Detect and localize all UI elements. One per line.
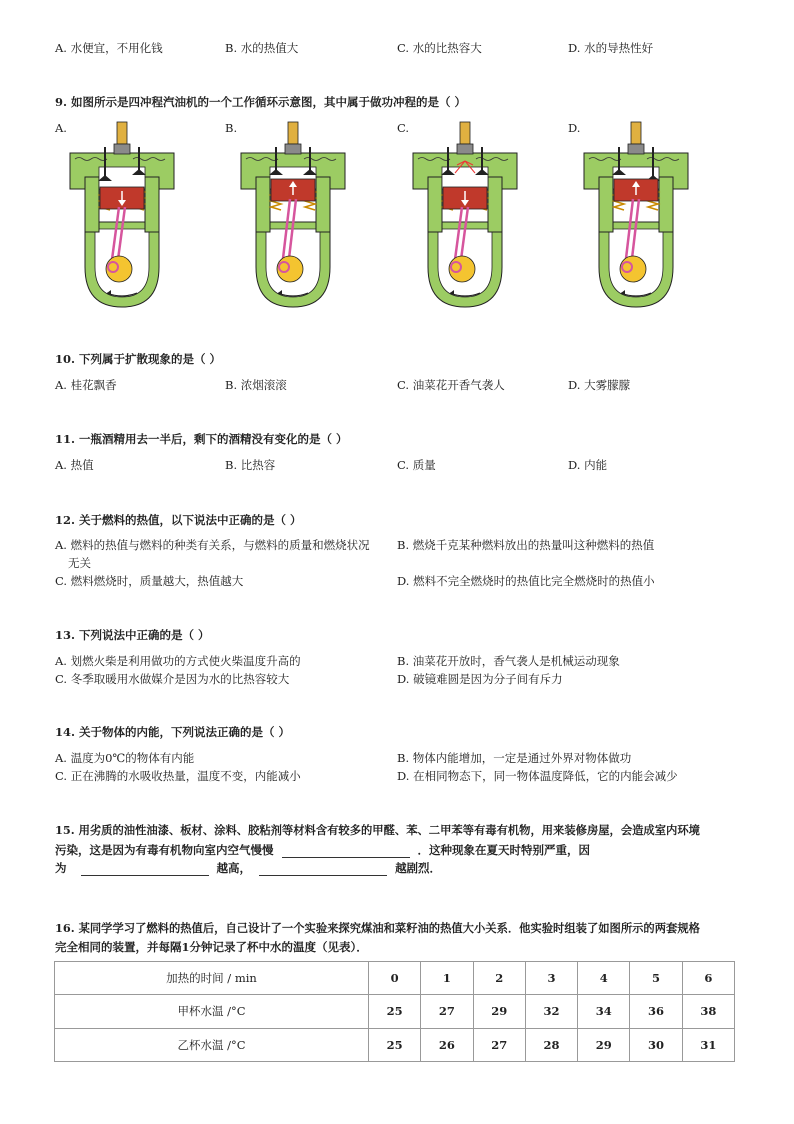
table-header-cell: 1 bbox=[421, 962, 473, 995]
table-cell: 30 bbox=[630, 1028, 682, 1061]
q10-option-a: A. 桂花飘香 bbox=[55, 378, 117, 392]
spark-plug bbox=[117, 122, 127, 144]
q14-stem: 14. 关于物体的内能，下列说法正确的是（ ） bbox=[55, 725, 291, 739]
table-row bbox=[55, 995, 735, 1028]
table-header-cell: 3 bbox=[525, 962, 577, 995]
q12-option-d: D. 燃料不完全燃烧时的热值比完全燃烧时的热值小 bbox=[397, 574, 655, 588]
table-cell: 31 bbox=[682, 1028, 734, 1061]
table-cell: 38 bbox=[682, 995, 734, 1028]
spark-plug-base bbox=[285, 144, 301, 154]
table-header-cell: 2 bbox=[473, 962, 525, 995]
spark-plug bbox=[460, 122, 470, 144]
q11-option-a: A. 热值 bbox=[55, 458, 94, 472]
q11-option-b: B. 比热容 bbox=[225, 458, 276, 472]
table-header-cell: 0 bbox=[369, 962, 421, 995]
cylinder-wall-right bbox=[316, 177, 330, 232]
table-cell: 32 bbox=[525, 995, 577, 1028]
q15-line3-text-a: 为 bbox=[55, 861, 67, 875]
cylinder-wall-right bbox=[488, 177, 502, 232]
spark-plug bbox=[288, 122, 298, 144]
q10-option-b: B. 浓烟滚滚 bbox=[225, 378, 287, 392]
q8-option-a: A. 水便宜，不用化钱 bbox=[55, 41, 163, 55]
cylinder-wall-left bbox=[85, 177, 99, 232]
spark-plug bbox=[631, 122, 641, 144]
q15-line3-text-c: 越剧烈． bbox=[395, 861, 442, 875]
table-row-label: 乙杯水温 /°C bbox=[55, 1028, 369, 1061]
q9-label-c: C. bbox=[397, 121, 410, 135]
q11-option-c: C. 质量 bbox=[397, 458, 436, 472]
q12-option-c: C. 燃料燃烧时，质量越大，热值越大 bbox=[55, 574, 244, 588]
q15-line2-text-b: ．这种现象在夏天时特别严重，因 bbox=[417, 843, 591, 857]
q15-line1: 15. 用劣质的油性油漆、板材、涂料、胶粘剂等材料含有较多的甲醛、苯、二甲苯等有毒有机物，用来装修房屋，会造成室内环境 bbox=[55, 823, 700, 837]
spark-plug-base bbox=[628, 144, 644, 154]
cylinder-wall-left bbox=[599, 177, 613, 232]
q15-answer-blank-2[interactable] bbox=[81, 863, 209, 876]
q10-option-d: D. 大雾朦朦 bbox=[568, 378, 631, 392]
q9-label-d: D. bbox=[568, 121, 581, 135]
cylinder-wall-left bbox=[428, 177, 442, 232]
table-cell: 27 bbox=[473, 1028, 525, 1061]
spark-plug-base bbox=[457, 144, 473, 154]
q13-stem: 13. 下列说法中正确的是（ ） bbox=[55, 628, 210, 642]
spark-plug-base bbox=[114, 144, 130, 154]
q10-option-c: C. 油菜花开香气袭人 bbox=[397, 378, 505, 392]
q8-option-d: D. 水的导热性好 bbox=[568, 41, 654, 55]
crankshaft bbox=[277, 256, 303, 282]
engine-diagram-d bbox=[581, 117, 691, 312]
table-cell: 36 bbox=[630, 995, 682, 1028]
temperature-table bbox=[54, 961, 735, 1062]
q15-answer-blank-3[interactable] bbox=[259, 863, 387, 876]
q16-line2: 完全相同的装置，并每隔1分钟记录了杯中水的温度（见表）． bbox=[55, 940, 368, 954]
q15-answer-blank-1[interactable] bbox=[282, 845, 410, 858]
table-row bbox=[55, 1028, 735, 1061]
q12-stem: 12. 关于燃料的热值，以下说法中正确的是（ ） bbox=[55, 513, 302, 527]
crankshaft bbox=[449, 256, 475, 282]
cylinder-wall-right bbox=[145, 177, 159, 232]
q10-stem: 10. 下列属于扩散现象的是（ ） bbox=[55, 352, 222, 366]
q12-option-a: A. 燃料的热值与燃料的种类有关系，与燃料的质量和燃烧状况 bbox=[55, 538, 370, 552]
table-cell: 25 bbox=[369, 995, 421, 1028]
q11-stem: 11. 一瓶酒精用去一半后，剩下的酒精没有变化的是（ ） bbox=[55, 432, 348, 446]
table-header-row bbox=[55, 962, 735, 995]
q11-option-d: D. 内能 bbox=[568, 458, 608, 472]
table-cell: 29 bbox=[578, 1028, 630, 1061]
table-row-label: 甲杯水温 /°C bbox=[55, 995, 369, 1028]
table-cell: 29 bbox=[473, 995, 525, 1028]
table-cell: 34 bbox=[578, 995, 630, 1028]
table-header-cell: 6 bbox=[682, 962, 734, 995]
table-cell: 28 bbox=[525, 1028, 577, 1061]
q13-option-d: D. 破镜难圆是因为分子间有斥力 bbox=[397, 672, 563, 686]
q14-option-d: D. 在相同物态下，同一物体温度降低，它的内能会减少 bbox=[397, 769, 678, 783]
table-header-cell: 5 bbox=[630, 962, 682, 995]
q9-label-a: A. bbox=[55, 121, 67, 135]
table-header-cell: 4 bbox=[578, 962, 630, 995]
q9-stem: 9. 如图所示是四冲程汽油机的一个工作循环示意图，其中属于做功冲程的是（ ） bbox=[55, 95, 467, 109]
q8-option-b: B. 水的热值大 bbox=[225, 41, 299, 55]
q12-option-a-cont: 无关 bbox=[68, 556, 91, 570]
engine-diagram-c bbox=[410, 117, 520, 312]
cylinder-wall-left bbox=[256, 177, 270, 232]
q16-line1: 16. 某同学学习了燃料的热值后，自己设计了一个实验来探究煤油和菜籽油的热值大小关系．他实验时组装了如图所示的两套规格 bbox=[55, 921, 700, 935]
q14-option-c: C. 正在沸腾的水吸收热量，温度不变，内能减小 bbox=[55, 769, 301, 783]
q15-line2-text-a: 污染，这是因为有毒有机物向室内空气慢慢 bbox=[55, 843, 274, 857]
q15-line3-text-b: 越高， bbox=[216, 861, 252, 875]
q15-line2 bbox=[55, 842, 590, 858]
q14-option-a: A. 温度为0℃的物体有内能 bbox=[55, 751, 195, 765]
cylinder-wall-right bbox=[659, 177, 673, 232]
q12-option-b: B. 燃烧千克某种燃料放出的热量叫这种燃料的热值 bbox=[397, 538, 655, 552]
q9-label-b: B. bbox=[225, 121, 238, 135]
engine-diagram-b bbox=[238, 117, 348, 312]
q8-option-c: C. 水的比热容大 bbox=[397, 41, 482, 55]
table-header-label: 加热的时间 / min bbox=[55, 962, 369, 995]
q13-option-a: A. 划燃火柴是利用做功的方式使火柴温度升高的 bbox=[55, 654, 301, 668]
engine-diagram-a bbox=[67, 117, 177, 312]
table-cell: 26 bbox=[421, 1028, 473, 1061]
crankshaft bbox=[106, 256, 132, 282]
q13-option-c: C. 冬季取暖用水做媒介是因为水的比热容较大 bbox=[55, 672, 290, 686]
q14-option-b: B. 物体内能增加，一定是通过外界对物体做功 bbox=[397, 751, 632, 765]
crankshaft bbox=[620, 256, 646, 282]
table-cell: 27 bbox=[421, 995, 473, 1028]
table-cell: 25 bbox=[369, 1028, 421, 1061]
q15-line3 bbox=[55, 860, 441, 876]
q13-option-b: B. 油菜花开放时，香气袭人是机械运动现象 bbox=[397, 654, 620, 668]
